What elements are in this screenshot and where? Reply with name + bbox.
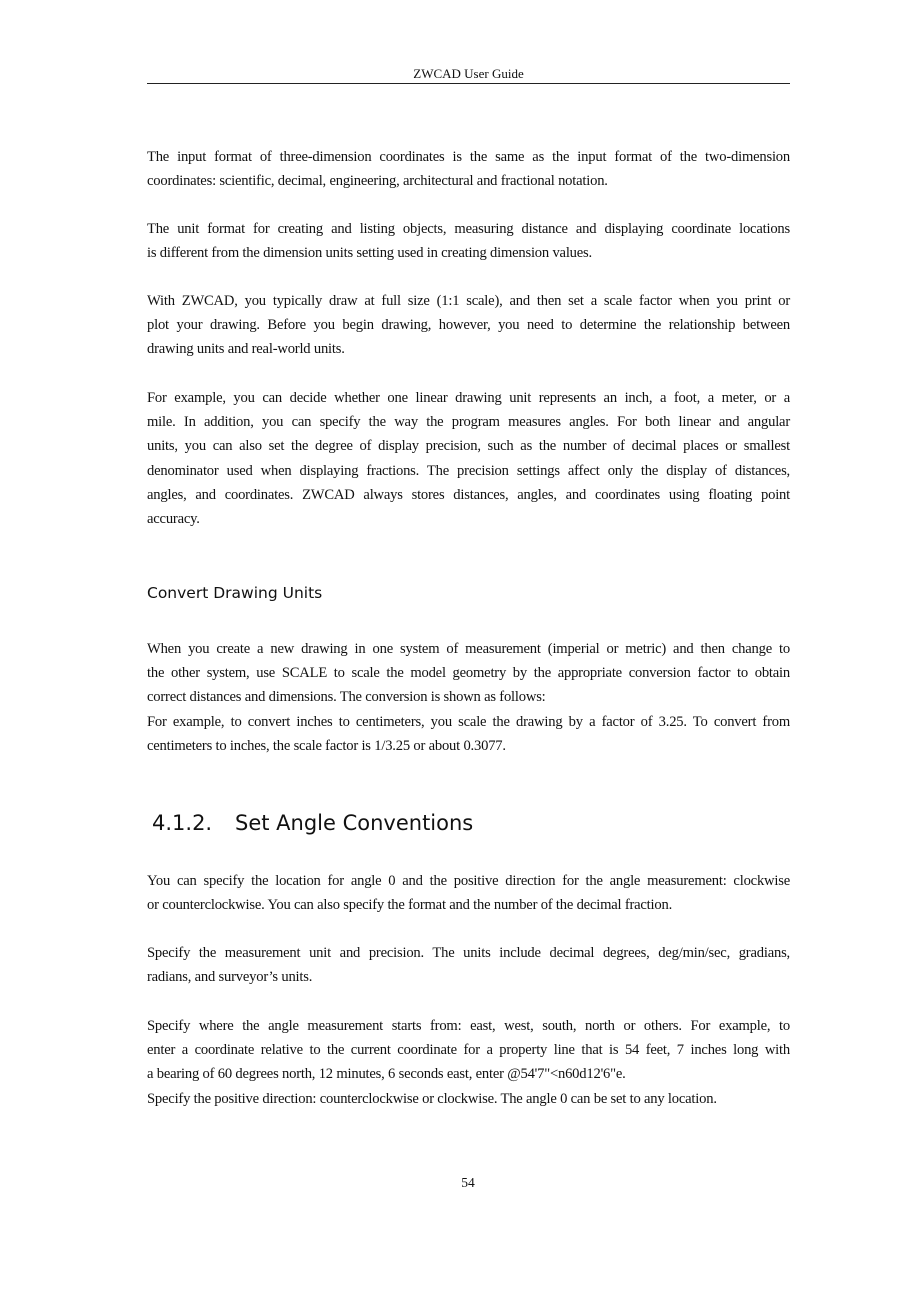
running-header: ZWCAD User Guide	[413, 66, 524, 81]
paragraph	[147, 386, 790, 531]
text-line: Specify the measurement unit and precision. The units include decimal degrees, deg/min/sec, gradians,	[147, 945, 790, 961]
text-line: With ZWCAD, you typically draw at full size (1:1 scale), and then set a scale factor when you print or	[147, 293, 790, 309]
text-line: or counterclockwise. You can also specify the format and the number of the decimal fraction.	[147, 897, 673, 914]
paragraph	[147, 941, 790, 989]
text-line: units, you can also set the degree of display precision, such as the number of decimal places or smallest	[147, 438, 790, 455]
text-line: The unit format for creating and listing objects, measuring distance and displaying coordinate locations	[147, 221, 790, 237]
section-heading	[152, 811, 473, 835]
text-line: accuracy.	[147, 510, 200, 527]
text-line: For example, to convert inches to centimeters, you scale the drawing by a factor of 3.25. To convert from	[147, 713, 790, 730]
page-number: 54	[461, 1175, 475, 1190]
paragraph	[147, 869, 790, 917]
text-line: drawing units and real-world units.	[147, 341, 345, 358]
text-line: For example, you can decide whether one linear drawing unit represents an inch, a foot, a meter, or a	[147, 390, 790, 406]
text-line: denominator used when displaying fractions. The precision settings affect only the display of distances,	[147, 462, 790, 479]
paragraph	[147, 145, 790, 193]
paragraph	[147, 1014, 790, 1111]
text-line: plot your drawing. Before you begin drawing, however, you need to determine the relationship between	[147, 317, 790, 334]
text-line: enter a coordinate relative to the current coordinate for a property line that is 54 feet, 7 inches long with	[147, 1042, 790, 1059]
text-line: mile. In addition, you can specify the way the program measures angles. For both linear and angular	[147, 414, 790, 431]
text-line: You can specify the location for angle 0 and the positive direction for the angle measurement: clockwise	[147, 873, 790, 889]
text-line: angles, and coordinates. ZWCAD always stores distances, angles, and coordinates using floating point	[147, 486, 790, 503]
paragraph	[147, 217, 790, 265]
text-line: centimeters to inches, the scale factor is 1/3.25 or about 0.3077.	[147, 737, 506, 754]
text-line: coordinates: scientific, decimal, engineering, architectural and fractional notation.	[147, 173, 608, 190]
text-line: Specify where the angle measurement starts from: east, west, south, north or others. For example, to	[147, 1018, 790, 1034]
subheading-convert-drawing-units: Convert Drawing Units	[147, 584, 323, 602]
text-line: a bearing of 60 degrees north, 12 minutes, 6 seconds east, enter @54'7"<n60d12'6"e.	[147, 1066, 626, 1083]
text-line: is different from the dimension units setting used in creating dimension values.	[147, 245, 592, 262]
paragraph	[147, 637, 790, 758]
paragraph	[147, 289, 790, 362]
text-line: radians, and surveyor’s units.	[147, 969, 313, 986]
section-number: 4.1.2.	[152, 811, 213, 835]
text-line: the other system, use SCALE to scale the model geometry by the appropriate conversion factor to obtain	[147, 665, 790, 682]
text-line: correct distances and dimensions. The conversion is shown as follows:	[147, 689, 546, 706]
text-line: The input format of three-dimension coordinates is the same as the input format of the two-dimension	[147, 149, 790, 165]
section-title: Set Angle Conventions	[235, 811, 474, 835]
header-rule	[147, 83, 790, 84]
text-line: When you create a new drawing in one system of measurement (imperial or metric) and then change to	[147, 641, 790, 657]
text-line: Specify the positive direction: counterclockwise or clockwise. The angle 0 can be set to any location.	[147, 1090, 717, 1107]
